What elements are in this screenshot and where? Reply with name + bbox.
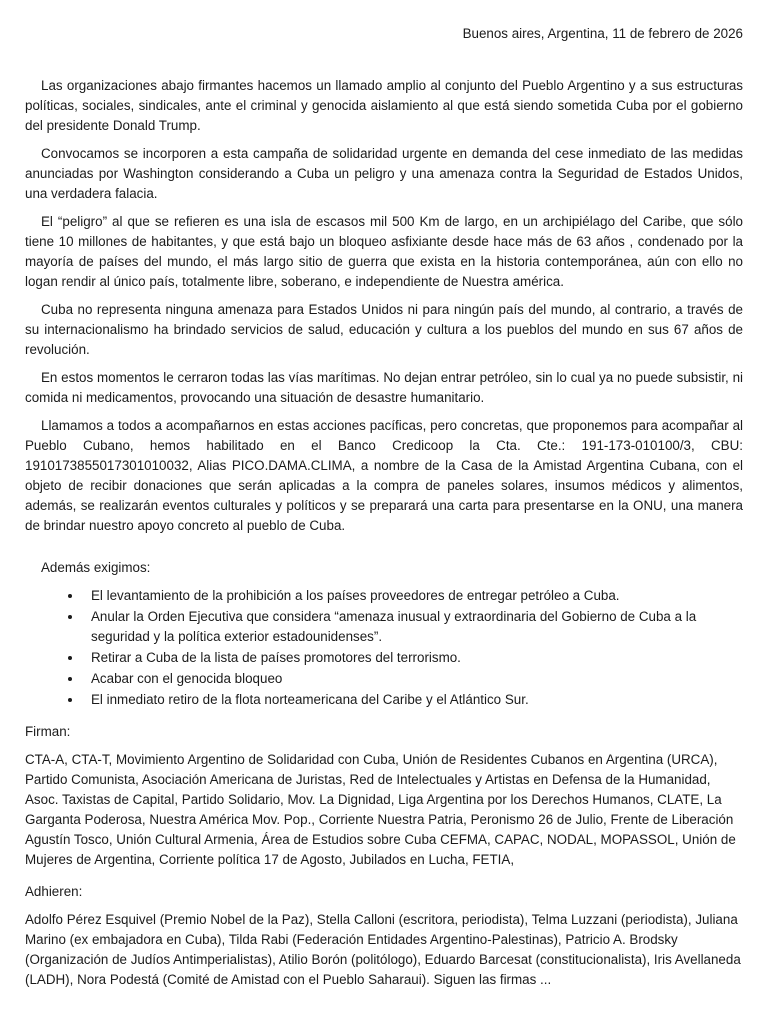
paragraph-amenaza: Cuba no representa ninguna amenaza para Estados Unidos ni para ningún país del mundo, al contrario, a través de su internacionalismo ha brindado servicios de salud, educación y cultura a los pueblos del mundo en sus 67 años de revolución. — [25, 302, 743, 357]
dateline: Buenos aires, Argentina, 11 de febrero de 2026 — [462, 26, 743, 41]
demand-item: • Acabar con el genocida bloqueo — [83, 669, 743, 689]
adherents-text: Adolfo Pérez Esquivel (Premio Nobel de la Paz), Stella Calloni (escritora, periodista), Telma Luzzani (periodista), Juliana Marino (ex embajadora en Cuba), Tilda Rabi (Federación Entidades Argentino-Palestinas), Patricio A. Brodsky (Organización de Judíos Antimperialistas), Atilio Borón (politólogo), Eduardo Barcesat (constitucionalista), Iris Avellaneda (LADH), Nora Podestá (Comité de Amistad con el Pueblo Saharaui). Siguen las firmas ... — [25, 912, 741, 987]
paragraph-vias-maritimas: En estos momentos le cerraron todas las vías marítimas. No dejan entrar petróleo, sin lo cual ya no puede subsistir, ni comida ni medicamentos, provocando una situación de desastre humanitario. — [25, 370, 743, 405]
paragraph-intro: Las organizaciones abajo firmantes hacemos un llamado amplio al conjunto del Pueblo Argentino y a sus estructuras políticas, sociales, sindicales, ante el criminal y genocida aislamiento al que está siendo sometida Cuba por el gobierno del presidente Donald Trump. — [25, 78, 743, 133]
demands-list — [25, 586, 743, 710]
demand-item: • Retirar a Cuba de la lista de países promotores del terrorismo. — [83, 648, 743, 668]
demand-item: • El levantamiento de la prohibición a los países proveedores de entregar petróleo a Cuba. — [83, 586, 743, 606]
paragraph-campaign: Convocamos se incorporen a esta campaña de solidaridad urgente en demanda del cese inmediato de las medidas anunciadas por Washington considerando a Cuba un peligro y una amenaza contra la Seguridad de Estados Unidos, una verdadera falacia. — [25, 146, 743, 201]
signers-heading: Firman: — [25, 724, 71, 739]
demand-item: • Anular la Orden Ejecutiva que considera “amenaza inusual y extraordinaria del Gobierno de Cuba a la seguridad y la política exterior estadounidenses”. — [83, 607, 743, 647]
paragraph-peligro: El “peligro” al que se refieren es una isla de escasos mil 500 Km de largo, en un archipiélago del Caribe, que sólo tiene 10 millones de habitantes, y que está bajo un bloqueo asfixiante desde hace más de 63 años , condenado por la mayoría de países del mundo, el más largo sitio de guerra que exista en la historia contemporánea, aún con ello no logan rendir al único país, totalmente libre, soberano, e independiente de Nuestra américa. — [25, 214, 743, 289]
demands-heading: Además exigimos: — [41, 560, 151, 575]
adherents-heading: Adhieren: — [25, 884, 83, 899]
signers-text: CTA-A, CTA-T, Movimiento Argentino de Solidaridad con Cuba, Unión de Residentes Cubanos en Argentina (URCA), Partido Comunista, Asociación Americana de Juristas, Red de Intelectuales y Artistas en Defensa de la Humanidad, Asoc. Taxistas de Capital, Partido Solidario, Mov. La Dignidad, Liga Argentina por los Derechos Humanos, CLATE, La Garganta Poderosa, Nuestra América Mov. Pop., Corriente Nuestra Patria, Peronismo 26 de Julio, Frente de Liberación Agustín Tosco, Unión Cultural Armenia, Área de Estudios sobre Cuba CEFMA, CAPAC, NODAL, MOPASSOL, Unión de Mujeres de Argentina, Corriente política 17 de Agosto, Jubilados en Lucha, FETIA, — [25, 752, 736, 867]
demand-item: • El inmediato retiro de la flota norteamericana del Caribe y el Atlántico Sur. — [83, 690, 743, 710]
paragraph-donaciones: Llamamos a todos a acompañarnos en estas acciones pacíficas, pero concretas, que proponemos para acompañar al Pueblo Cubano, hemos habilitado en el Banco Credicoop la Cta. Cte.: 191-173-010100/3, CBU: 1910173855017301010032, Alias PICO.DAMA.CLIMA, a nombre de la Casa de la Amistad Argentina Cubana, con el objeto de recibir donaciones que serán aplicadas a la compra de paneles solares, insumos médicos y alimentos, además, se realizarán eventos culturales y políticos y se preparará una carta para presentarse en la ONU, una manera de brindar nuestro apoyo concreto al pueblo de Cuba. — [25, 418, 743, 533]
